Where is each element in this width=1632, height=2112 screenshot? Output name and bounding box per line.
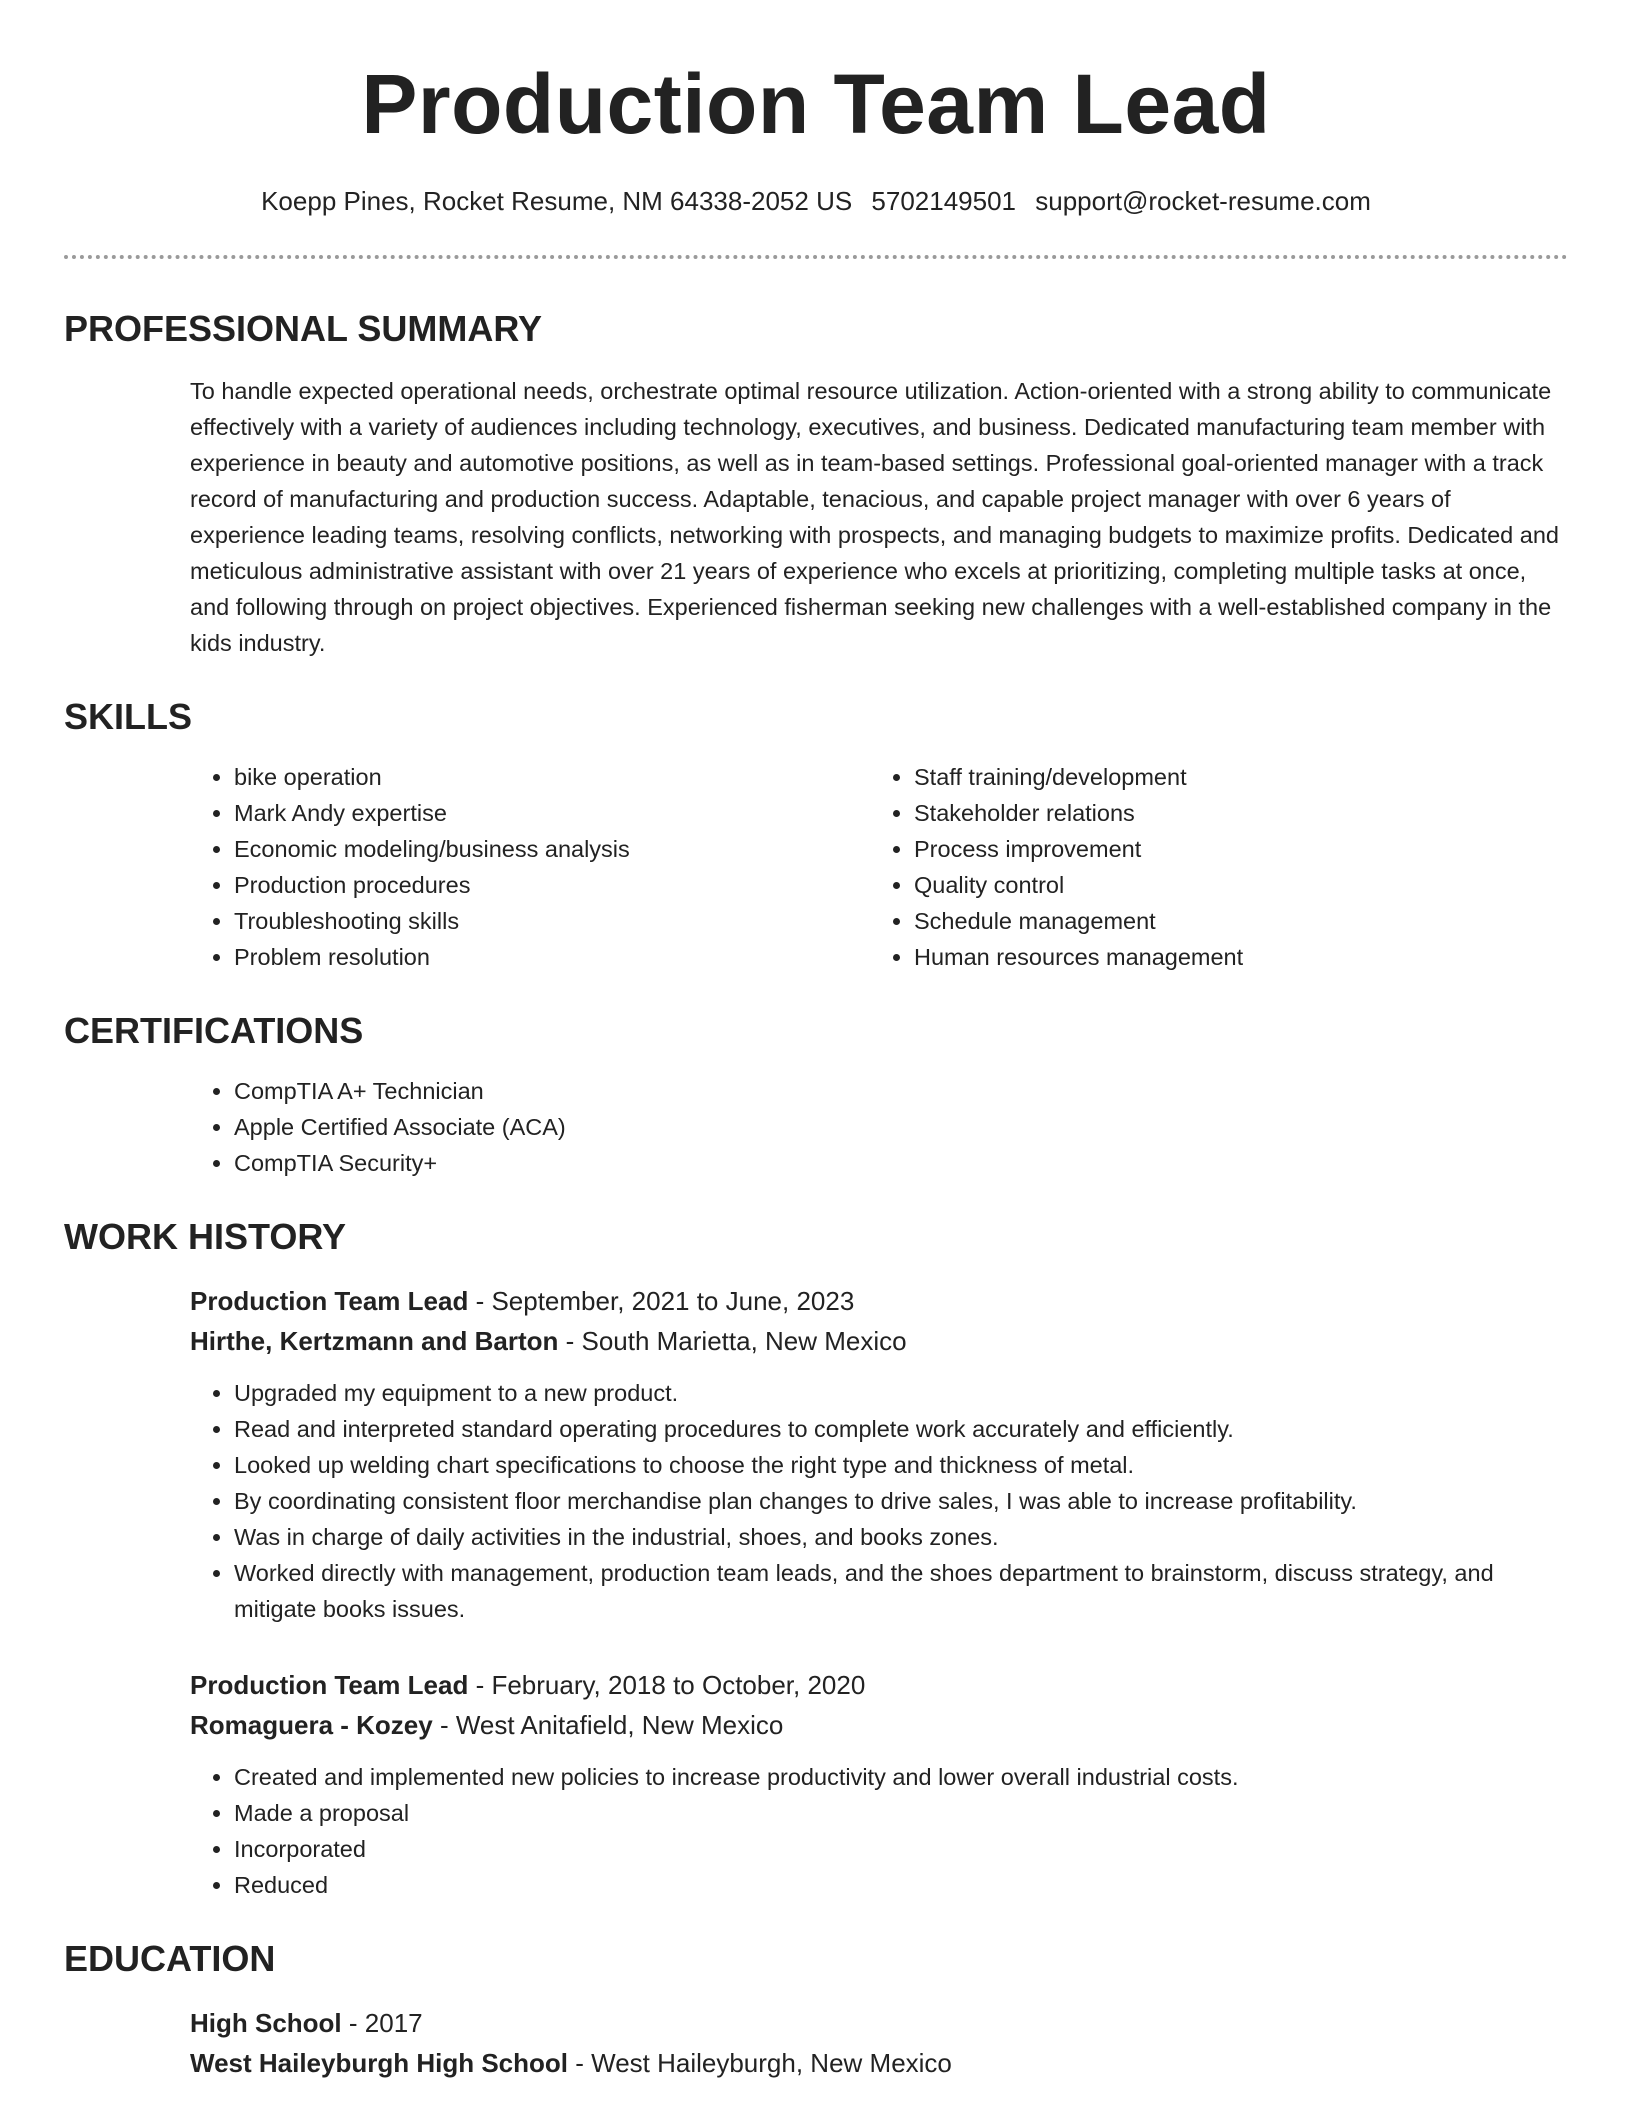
job-bullets — [190, 1759, 1568, 1903]
job-entry — [190, 1281, 1568, 1627]
certifications-list — [190, 1073, 1568, 1181]
certification-item: • CompTIA A+ Technician — [234, 1073, 1568, 1109]
contact-email[interactable]: support@rocket-resume.com — [1035, 186, 1371, 217]
education-section — [64, 1938, 1568, 2083]
education-degree: High School — [190, 2008, 342, 2039]
skill-item: • Mark Andy expertise — [234, 795, 870, 831]
job-entry — [190, 1665, 1568, 1903]
skill-item: • Problem resolution — [234, 939, 870, 975]
job-role: Production Team Lead — [190, 1670, 469, 1701]
education-year: - 2017 — [341, 2008, 423, 2039]
job-bullet: • Was in charge of daily activities in the industrial, shoes, and books zones. — [234, 1519, 1568, 1555]
work-history-title: WORK HISTORY — [64, 1216, 347, 1258]
skill-item: • Quality control — [914, 867, 1550, 903]
certifications-section — [64, 1010, 1568, 1181]
job-dates: - September, 2021 to June, 2023 — [468, 1286, 855, 1317]
skill-item: • Economic modeling/business analysis — [234, 831, 870, 867]
header-divider — [64, 255, 1568, 259]
skills-title: SKILLS — [64, 696, 193, 738]
education-school: West Haileyburgh High School — [190, 2048, 569, 2079]
resume-name: Production Team Lead — [361, 57, 1271, 151]
skill-item: • Process improvement — [914, 831, 1550, 867]
job-role-line — [190, 1281, 1568, 1321]
work-history-section — [64, 1216, 1568, 1903]
job-company: Romaguera - Kozey — [190, 1710, 433, 1741]
skills-column-left — [190, 759, 870, 975]
summary-text: To handle expected operational needs, orchestrate optimal resource utilization. Action-oriented with a strong ability to communicate effectively with a variety of audiences including technology, executives, and business. Dedicated manufacturing team member with experience in beauty and automotive positions, as well as in team-based settings. Professional goal-oriented manager with a track record of manufacturing and production success. Adaptable, tenacious, and capable project manager with over 6 years of experience leading teams, resolving conflicts, networking with prospects, and managing budgets to maximize profits. Dedicated and meticulous administrative assistant with over 21 years of experience who excels at prioritizing, completing multiple tasks at once, and following through on project objectives. Experienced fisherman seeking new challenges with a well-established company in the kids industry. — [190, 378, 1559, 657]
job-bullet: • Created and implemented new policies to increase productivity and lower overall industrial costs. — [234, 1759, 1568, 1795]
job-location: - South Marietta, New Mexico — [558, 1326, 907, 1357]
skill-item: • Production procedures — [234, 867, 870, 903]
education-location: - West Haileyburgh, New Mexico — [568, 2048, 952, 2079]
skill-item: • Staff training/development — [914, 759, 1550, 795]
job-role: Production Team Lead — [190, 1286, 469, 1317]
job-bullet: • Looked up welding chart specifications to choose the right type and thickness of metal. — [234, 1447, 1568, 1483]
skill-item: • Schedule management — [914, 903, 1550, 939]
job-company-line — [190, 1321, 1568, 1361]
job-location: - West Anitafield, New Mexico — [432, 1710, 784, 1741]
certification-item: • Apple Certified Associate (ACA) — [234, 1109, 1568, 1145]
certification-item: • CompTIA Security+ — [234, 1145, 1568, 1181]
job-bullet: • Made a proposal — [234, 1795, 1568, 1831]
education-degree-line — [190, 2003, 1568, 2043]
job-bullet: • Upgraded my equipment to a new product. — [234, 1375, 1568, 1411]
contact-line — [64, 186, 1568, 217]
contact-phone: 5702149501 — [871, 186, 1017, 217]
education-title: EDUCATION — [64, 1938, 276, 1980]
job-dates: - February, 2018 to October, 2020 — [468, 1670, 866, 1701]
skill-item: • Troubleshooting skills — [234, 903, 870, 939]
skill-item: • bike operation — [234, 759, 870, 795]
certifications-title: CERTIFICATIONS — [64, 1010, 364, 1052]
job-company-line — [190, 1705, 1568, 1745]
contact-address: Koepp Pines, Rocket Resume, NM 64338-2052 US — [261, 186, 853, 217]
job-bullets — [190, 1375, 1568, 1627]
skills-section — [64, 696, 1568, 975]
summary-section — [64, 308, 1568, 661]
skills-column-right — [870, 759, 1550, 975]
summary-title: PROFESSIONAL SUMMARY — [64, 308, 543, 350]
job-bullet: • Incorporated — [234, 1831, 1568, 1867]
job-bullet: • Read and interpreted standard operating procedures to complete work accurately and efficiently. — [234, 1411, 1568, 1447]
education-school-line — [190, 2043, 1568, 2083]
job-role-line — [190, 1665, 1568, 1705]
job-bullet: • Reduced — [234, 1867, 1568, 1903]
skill-item: • Human resources management — [914, 939, 1550, 975]
education-entry — [190, 2003, 1568, 2083]
job-bullet: • Worked directly with management, production team leads, and the shoes department to brainstorm, discuss strategy, and mitigate books issues. — [234, 1555, 1568, 1627]
job-bullet: • By coordinating consistent floor merchandise plan changes to drive sales, I was able to increase profitability. — [234, 1483, 1568, 1519]
skills-columns — [190, 759, 1568, 975]
job-company: Hirthe, Kertzmann and Barton — [190, 1326, 559, 1357]
skill-item: • Stakeholder relations — [914, 795, 1550, 831]
